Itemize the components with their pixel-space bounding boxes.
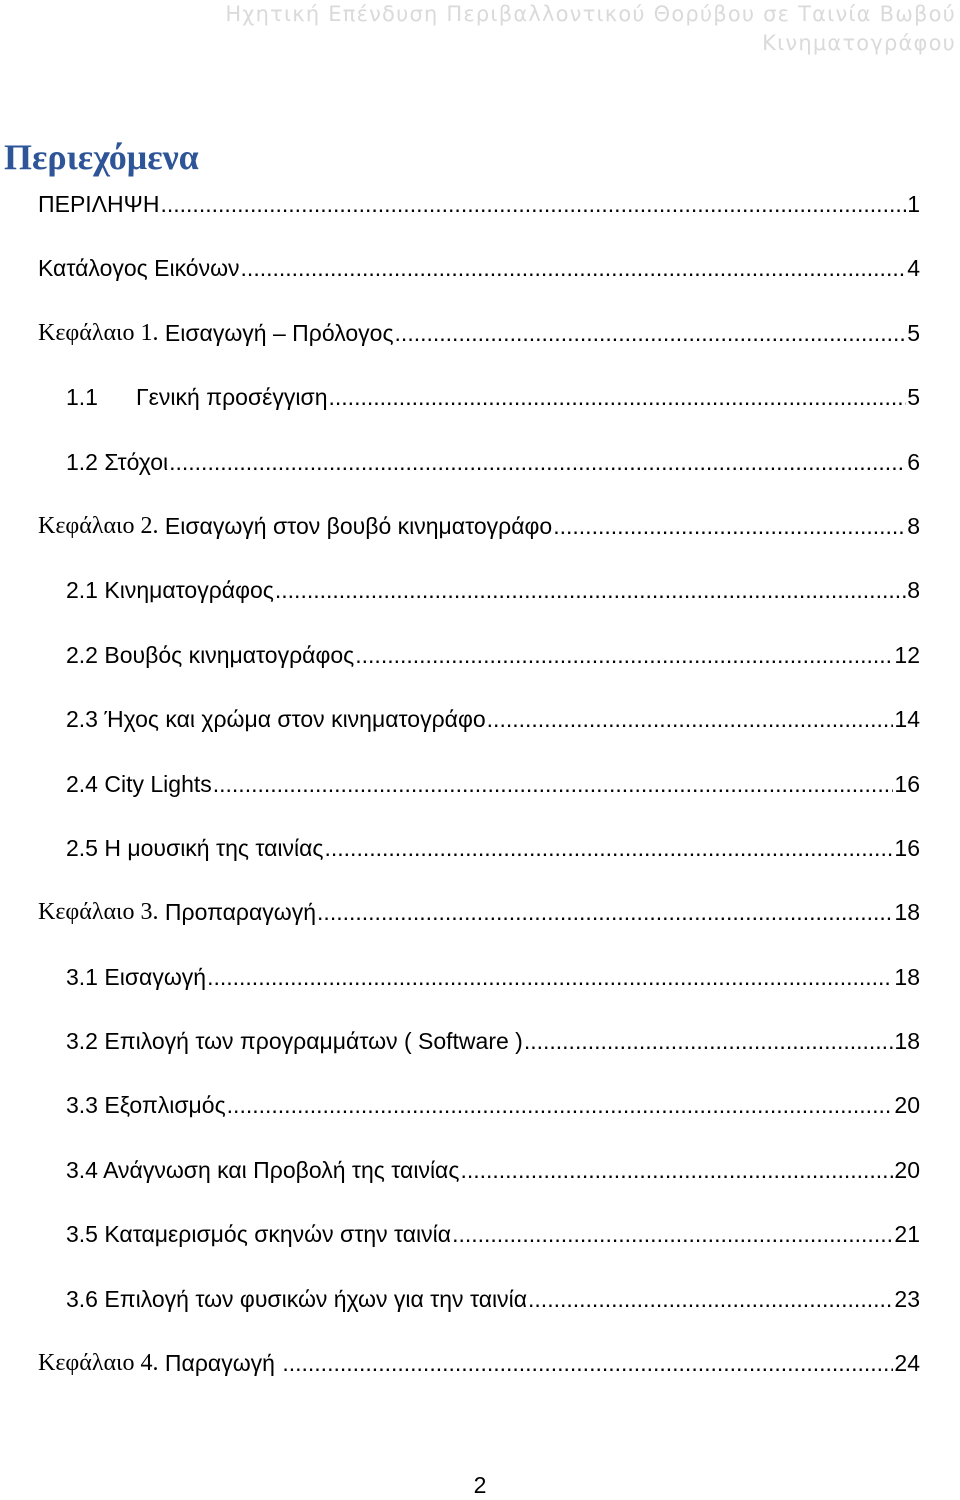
toc-entry-label: Κινηματογράφος (97, 577, 274, 604)
toc-entry-number: 3.4 (66, 1156, 98, 1183)
toc-entry-page: 18 (894, 899, 920, 926)
toc-entry-page: 8 (907, 577, 920, 604)
toc-entry-label: Επιλογή των προγραμμάτων ( Software ) (97, 1028, 523, 1055)
running-header-line-1: Ηχητική Επένδυση Περιβαλλοντικού Θορύβου σε Ταινία Βωβού (225, 2, 956, 26)
toc-entry-section-1-2[interactable] (0, 442, 960, 506)
toc-leader-dots (213, 764, 894, 804)
toc-entry-label: City Lights (97, 770, 212, 797)
toc-entry-number: 2.1 (66, 577, 98, 604)
toc-entry-section-3-1[interactable] (0, 957, 960, 1021)
toc-title: Περιεχόμενα (4, 137, 199, 177)
toc-leader-dots (227, 1085, 894, 1125)
toc-leader-dots (325, 828, 894, 868)
toc-entry-chapter-prefix: Κεφάλαιο 2. (38, 512, 159, 539)
toc-entry-label: Κατάλογος Εικόνων (38, 255, 240, 282)
toc-leader-dots (169, 442, 906, 482)
toc-entry-number: 2.2 (66, 641, 98, 668)
toc-entry-number: 1.1 (66, 384, 98, 411)
toc-leader-dots (460, 1150, 893, 1190)
toc-entry-label: Προπαραγωγή (158, 899, 317, 926)
toc-entry-label: Επιλογή των φυσικών ήχων για την ταινία (97, 1285, 528, 1312)
toc-leader-dots (160, 184, 906, 224)
toc-entry-page: 1 (907, 191, 920, 217)
toc-entry-number: 2.5 (66, 834, 98, 861)
toc-entry-label: ΠΕΡΙΛΗΨΗ (38, 191, 160, 217)
toc-entry-section-3-6[interactable] (0, 1279, 960, 1343)
toc-entry-page: 12 (894, 641, 920, 668)
toc-entry-label: Καταμερισμός σκηνών στην ταινία (97, 1221, 452, 1248)
toc-entry-page: 18 (894, 1028, 920, 1055)
toc-entry-chapter-prefix: Κεφάλαιο 4. (38, 1350, 159, 1377)
table-of-contents (0, 184, 960, 1407)
toc-entry-page: 24 (894, 1350, 920, 1377)
toc-entry-list-of-figures[interactable] (0, 248, 960, 312)
toc-entry-page: 4 (907, 255, 920, 282)
toc-entry-label: Εξοπλισμός (97, 1092, 226, 1119)
toc-entry-section-3-3[interactable] (0, 1085, 960, 1149)
toc-entry-page: 18 (894, 963, 920, 990)
toc-entry-page: 16 (894, 770, 920, 797)
toc-leader-dots (317, 892, 893, 932)
toc-leader-dots (395, 313, 907, 353)
toc-entry-chapter-4[interactable] (0, 1343, 960, 1407)
toc-entry-label: Παραγωγή (158, 1350, 282, 1377)
toc-entry-section-2-3[interactable] (0, 699, 960, 763)
toc-entry-page: 20 (894, 1156, 920, 1183)
toc-entry-section-3-4[interactable] (0, 1150, 960, 1214)
toc-leader-dots (528, 1279, 893, 1319)
running-header (56, 0, 956, 58)
toc-entry-section-1-1[interactable] (0, 377, 960, 441)
toc-leader-dots (553, 506, 906, 546)
toc-entry-page: 23 (894, 1285, 920, 1312)
toc-entry-section-2-4[interactable] (0, 764, 960, 828)
toc-entry-chapter-1[interactable] (0, 313, 960, 377)
toc-entry-page: 16 (894, 834, 920, 861)
toc-entry-label: Βουβός κινηματογράφος (97, 641, 355, 668)
toc-entry-label: Εισαγωγή στον βουβό κινηματογράφο (158, 512, 553, 539)
toc-leader-dots (524, 1021, 894, 1061)
toc-entry-number: 3.2 (66, 1028, 98, 1055)
toc-entry-number: 2.4 (66, 770, 98, 797)
toc-entry-section-3-2[interactable] (0, 1021, 960, 1085)
toc-entry-number: 3.6 (66, 1285, 98, 1312)
toc-entry-chapter-2[interactable] (0, 506, 960, 570)
toc-entry-number: 2.3 (66, 706, 98, 733)
toc-entry-number: 3.3 (66, 1092, 98, 1119)
toc-entry-chapter-3[interactable] (0, 892, 960, 956)
toc-entry-number: 1.2 (66, 448, 98, 475)
toc-leader-dots (452, 1214, 893, 1254)
toc-entry-section-3-5[interactable] (0, 1214, 960, 1278)
toc-entry-section-2-1[interactable] (0, 570, 960, 634)
toc-leader-dots (329, 377, 907, 417)
page-number: 2 (473, 1472, 487, 1498)
running-header-line-2: Κινηματογράφου (762, 31, 956, 55)
toc-entry-number: 3.1 (66, 963, 98, 990)
toc-entry-page: 8 (907, 512, 920, 539)
toc-entry-page: 6 (907, 448, 920, 475)
toc-entry-abstract[interactable] (0, 184, 960, 248)
toc-entry-label: Στόχοι (97, 448, 169, 475)
toc-entry-label: Η μουσική της ταινίας (97, 834, 324, 861)
toc-leader-dots (282, 1343, 893, 1383)
toc-entry-label: Ήχος και χρώμα στον κινηματογράφο (97, 706, 486, 733)
toc-entry-page: 20 (894, 1092, 920, 1119)
toc-leader-dots (275, 570, 906, 610)
toc-entry-chapter-prefix: Κεφάλαιο 1. (38, 319, 159, 346)
toc-entry-page: 5 (907, 319, 920, 346)
toc-leader-dots (355, 635, 893, 675)
toc-entry-label: Εισαγωγή – Πρόλογος (158, 319, 394, 346)
toc-leader-dots (207, 957, 893, 997)
toc-entry-page: 21 (894, 1221, 920, 1248)
toc-entry-label: Γενική προσέγγιση (136, 384, 328, 411)
toc-entry-chapter-prefix: Κεφάλαιο 3. (38, 899, 159, 926)
toc-entry-page: 5 (907, 384, 920, 411)
toc-entry-number: 3.5 (66, 1221, 98, 1248)
toc-entry-label: Εισαγωγή (97, 963, 207, 990)
toc-entry-page: 14 (894, 706, 920, 733)
toc-leader-dots (487, 699, 894, 739)
toc-entry-section-2-2[interactable] (0, 635, 960, 699)
toc-entry-section-2-5[interactable] (0, 828, 960, 892)
toc-leader-dots (241, 248, 907, 288)
toc-entry-label: Ανάγνωση και Προβολή της ταινίας (97, 1156, 460, 1183)
